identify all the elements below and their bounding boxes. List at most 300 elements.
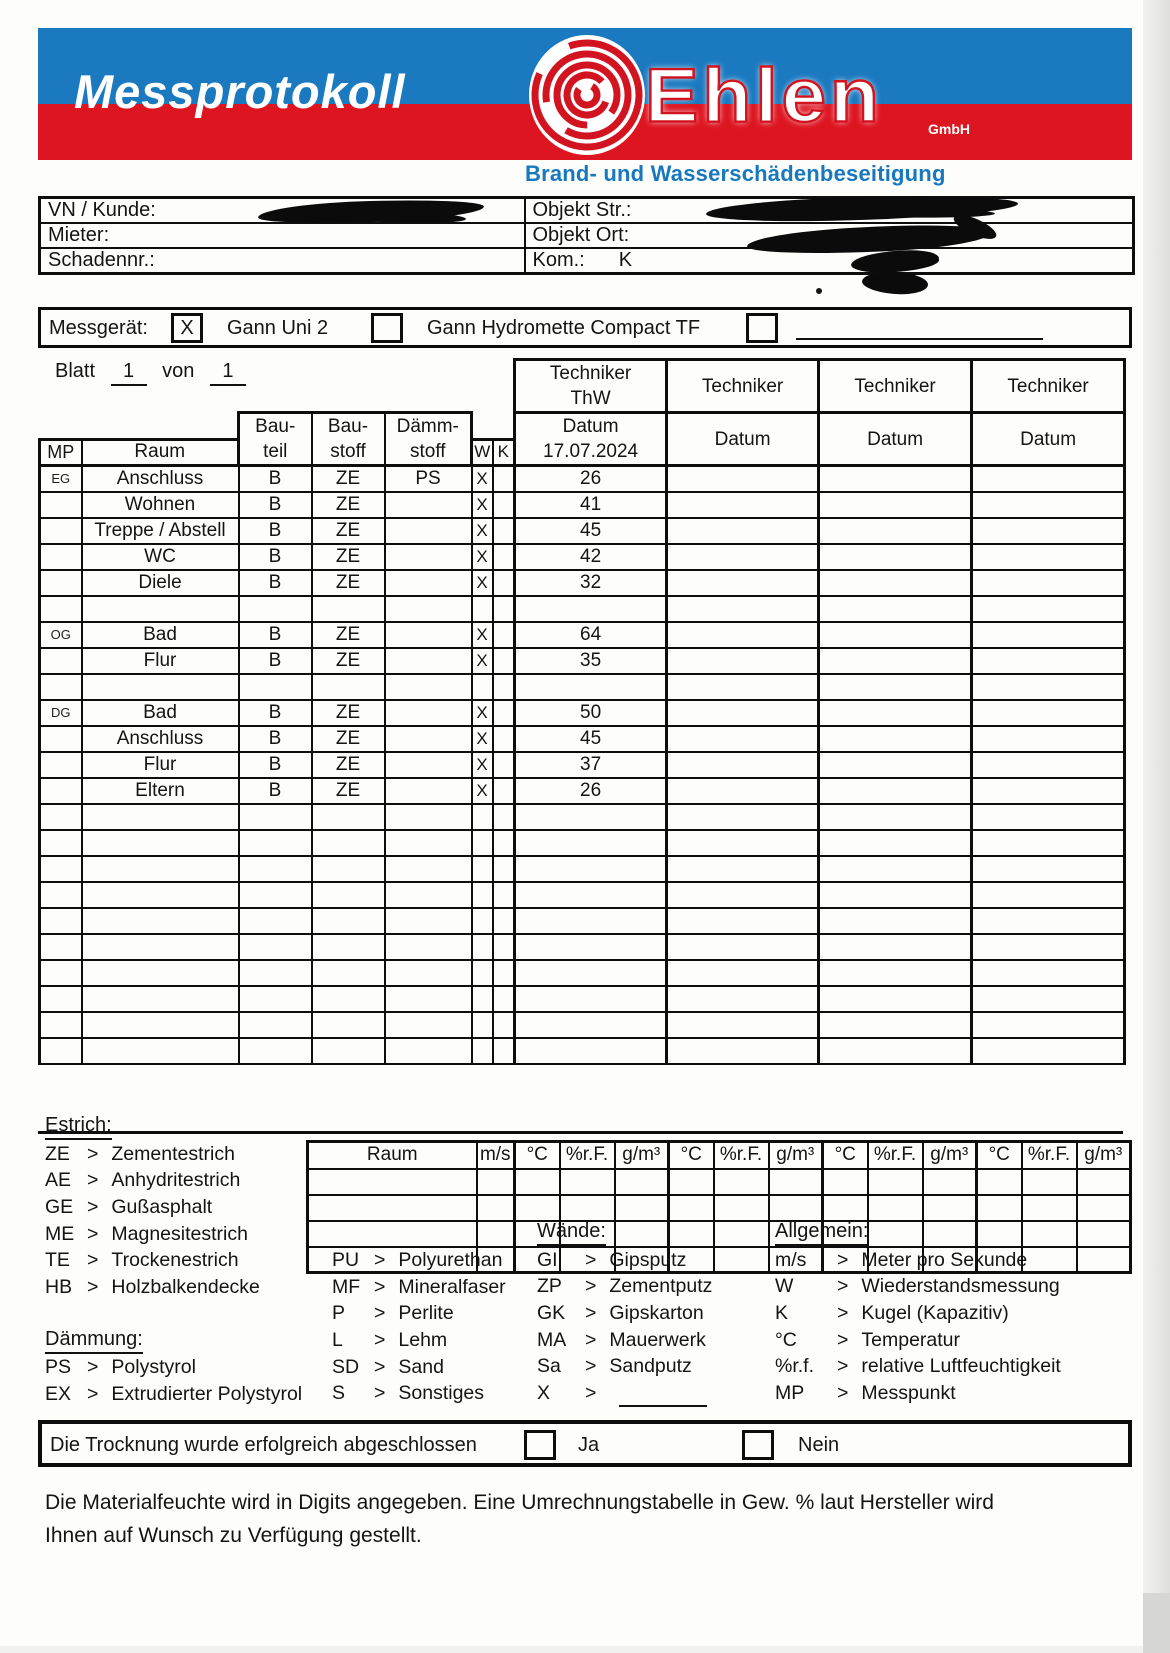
legend-allgemein — [775, 1220, 1061, 1407]
w-cell: X — [472, 752, 493, 778]
legend-name: Sonstiges — [398, 1382, 485, 1405]
daemmstoff-cell — [385, 570, 472, 596]
value-cell-t1 — [515, 908, 667, 934]
daemmstoff-cell — [385, 1038, 472, 1064]
legend-name: relative Luftfeuchtigkeit — [861, 1355, 1061, 1378]
bauteil-cell — [239, 830, 312, 856]
header-banner — [38, 28, 1132, 160]
sheet-page-number: 1 — [111, 360, 147, 386]
sub-raum-header: Raum — [308, 1142, 477, 1169]
raum-cell — [82, 856, 239, 882]
bauteil-cell — [239, 1038, 312, 1064]
value-cell-t3 — [819, 648, 972, 674]
daemmstoff-cell — [385, 804, 472, 830]
measurement-row — [40, 934, 1125, 960]
legend-name: Zementputz — [609, 1275, 713, 1298]
value-cell-t4 — [972, 622, 1125, 648]
legend-separator: > — [374, 1382, 386, 1405]
value-cell-t3 — [819, 492, 972, 518]
w-cell: X — [472, 622, 493, 648]
w-cell — [472, 596, 493, 622]
value-cell-t1: 45 — [515, 726, 667, 752]
mp-cell — [40, 544, 82, 570]
value-cell-t2 — [667, 726, 819, 752]
baustoff-cell: ZE — [312, 492, 385, 518]
mp-cell — [40, 570, 82, 596]
baustoff-cell: ZE — [312, 648, 385, 674]
daemmstoff-cell — [385, 934, 472, 960]
bauteil-cell: B — [239, 648, 312, 674]
mp-cell — [40, 830, 82, 856]
mp-cell — [40, 778, 82, 804]
w-cell: X — [472, 726, 493, 752]
value-cell-t2 — [667, 570, 819, 596]
baustoff-cell — [312, 856, 385, 882]
sub-gm3-header: g/m³ — [1077, 1142, 1131, 1169]
value-cell-t1 — [515, 830, 667, 856]
bauteil-cell — [239, 674, 312, 700]
field-label: Objekt Str.: — [532, 199, 632, 221]
value-cell-t3 — [819, 960, 972, 986]
value-cell-t2 — [667, 492, 819, 518]
legend-code: TE — [45, 1249, 70, 1272]
measurement-row — [40, 986, 1125, 1012]
legend-name: Messpunkt — [861, 1381, 956, 1404]
value-cell-t2 — [667, 648, 819, 674]
k-cell — [493, 518, 515, 544]
mp-cell — [40, 986, 82, 1012]
mp-cell: OG — [40, 622, 82, 648]
value-cell-t1: 37 — [515, 752, 667, 778]
legend-name: Kugel (Kapazitiv) — [861, 1301, 1009, 1324]
baustoff-cell: ZE — [312, 570, 385, 596]
raum-cell — [82, 1038, 239, 1064]
footer-line-2: Ihnen auf Wunsch zu Verfügung gestellt. — [45, 1524, 422, 1547]
legend-code: HB — [45, 1275, 73, 1298]
raum-cell: Wohnen — [82, 492, 239, 518]
daemmstoff-cell — [385, 674, 472, 700]
bauteil-cell: B — [239, 700, 312, 726]
legend-item — [45, 1354, 302, 1381]
baustoff-cell — [312, 804, 385, 830]
legend-name: Perlite — [398, 1302, 454, 1325]
value-cell-t1: 41 — [515, 492, 667, 518]
raum-cell — [82, 960, 239, 986]
legend-code: MP — [775, 1381, 805, 1404]
datum-header-3: Datum — [819, 413, 972, 466]
value-cell-t4 — [972, 674, 1125, 700]
baustoff-cell — [312, 830, 385, 856]
mp-cell — [40, 674, 82, 700]
value-cell-t2 — [667, 934, 819, 960]
legend-code: ZP — [537, 1275, 562, 1298]
value-cell-t3 — [819, 830, 972, 856]
value-cell-t2 — [667, 1012, 819, 1038]
baustoff-cell: ZE — [312, 752, 385, 778]
bauteil-cell: B — [239, 752, 312, 778]
legend-code: GE — [45, 1195, 74, 1218]
legend-item — [537, 1273, 712, 1300]
ink-dot — [816, 288, 822, 294]
w-cell: X — [472, 570, 493, 596]
value-cell-t1 — [515, 804, 667, 830]
baustoff-cell — [312, 908, 385, 934]
legend-item — [45, 1274, 302, 1301]
legend-heading-daemmung: Dämmung: — [45, 1328, 302, 1355]
value-cell-t3 — [819, 700, 972, 726]
legend-separator: > — [585, 1248, 597, 1271]
techniker-header-3: Techniker — [819, 360, 972, 413]
k-cell — [493, 752, 515, 778]
raum-cell — [82, 596, 239, 622]
raum-cell — [82, 830, 239, 856]
value-cell-t4 — [972, 752, 1125, 778]
value-cell-t2 — [667, 622, 819, 648]
bauteil-cell — [239, 934, 312, 960]
value-cell-t3 — [819, 466, 972, 492]
mp-cell — [40, 856, 82, 882]
legend-item — [537, 1247, 712, 1274]
mp-cell: DG — [40, 700, 82, 726]
k-cell — [493, 830, 515, 856]
k-cell — [493, 986, 515, 1012]
daemmstoff-cell — [385, 700, 472, 726]
von-label: von — [162, 360, 195, 382]
k-cell — [493, 960, 515, 986]
value-cell-t3 — [819, 804, 972, 830]
value-cell-t3 — [819, 596, 972, 622]
value-cell-t3 — [819, 986, 972, 1012]
raum-cell: Diele — [82, 570, 239, 596]
k-cell — [493, 674, 515, 700]
value-cell-t2 — [667, 960, 819, 986]
legend-code: ZE — [45, 1142, 70, 1165]
bauteil-cell: B — [239, 492, 312, 518]
daemmstoff-cell — [385, 830, 472, 856]
legend-code: K — [775, 1301, 789, 1324]
value-cell-t4 — [972, 934, 1125, 960]
legend-code: %r.f. — [775, 1355, 815, 1378]
sub-c-header: °C — [977, 1142, 1022, 1169]
field-label: Schadennr.: — [48, 249, 155, 271]
legend-item — [332, 1274, 506, 1301]
bauteil-cell — [239, 882, 312, 908]
legend-name: Trockenestrich — [111, 1249, 239, 1272]
measurement-row — [40, 518, 1125, 544]
legend-separator: > — [374, 1275, 386, 1298]
legend-item — [332, 1247, 506, 1274]
k-cell — [493, 648, 515, 674]
value-cell-t1: 64 — [515, 622, 667, 648]
measurement-row — [40, 466, 1125, 492]
baustoff-cell: ZE — [312, 726, 385, 752]
value-cell-t3 — [819, 1038, 972, 1064]
sub-gm3-header: g/m³ — [923, 1142, 977, 1169]
legend-code: MA — [537, 1328, 567, 1351]
value-cell-t1 — [515, 1012, 667, 1038]
daemmstoff-cell — [385, 492, 472, 518]
k-cell — [493, 570, 515, 596]
climate-row — [308, 1195, 1131, 1221]
legend-estrich — [45, 1114, 302, 1408]
value-cell-t1: 45 — [515, 518, 667, 544]
k-cell — [493, 1012, 515, 1038]
legend-code: SD — [332, 1355, 360, 1378]
checkbox-ja — [524, 1430, 556, 1460]
legend-separator: > — [87, 1382, 99, 1405]
raum-cell: Bad — [82, 622, 239, 648]
w-cell: X — [472, 544, 493, 570]
legend-heading-allgemein: Allgemein: — [775, 1220, 1061, 1247]
raum-cell: Flur — [82, 648, 239, 674]
raum-cell: WC — [82, 544, 239, 570]
value-cell-t1 — [515, 986, 667, 1012]
legend-name: Sand — [398, 1355, 444, 1378]
daemmstoff-cell — [385, 518, 472, 544]
legend-heading-estrich: Estrich: — [45, 1114, 302, 1141]
baustoff-cell — [312, 674, 385, 700]
legend-code: Sa — [537, 1355, 561, 1378]
value-cell-t4 — [972, 908, 1125, 934]
measurement-row — [40, 882, 1125, 908]
value-cell-t2 — [667, 856, 819, 882]
sub-c-header: °C — [669, 1142, 714, 1169]
value-cell-t1: 32 — [515, 570, 667, 596]
k-header: K — [493, 439, 515, 466]
legend-item — [45, 1194, 302, 1221]
climate-row — [308, 1169, 1131, 1195]
techniker-header-4: Techniker — [972, 360, 1125, 413]
legend-x-blank-line — [619, 1387, 707, 1407]
value-cell-t1: 50 — [515, 700, 667, 726]
value-cell-t4 — [972, 570, 1125, 596]
value-cell-t4 — [972, 466, 1125, 492]
bauteil-header: Bau- teil — [239, 413, 312, 466]
raum-cell — [82, 908, 239, 934]
bauteil-cell: B — [239, 622, 312, 648]
mp-cell — [40, 752, 82, 778]
w-cell — [472, 934, 493, 960]
sub-ms-header: m/s — [477, 1142, 515, 1169]
k-cell — [493, 934, 515, 960]
bauteil-cell: B — [239, 778, 312, 804]
field-schadennr — [40, 248, 525, 274]
w-cell — [472, 1038, 493, 1064]
daemmstoff-cell — [385, 726, 472, 752]
checkbox-other-device — [746, 313, 778, 343]
sub-c-header: °C — [823, 1142, 868, 1169]
brand-wordmark: Ehlen — [645, 53, 883, 138]
legend-code: W — [775, 1275, 794, 1298]
legend-heading-waende: Wände: — [537, 1220, 712, 1247]
legend-code: °C — [775, 1328, 797, 1351]
value-cell-t4 — [972, 986, 1125, 1012]
value-cell-t4 — [972, 960, 1125, 986]
measurement-row — [40, 700, 1125, 726]
sub-gm3-header: g/m³ — [769, 1142, 823, 1169]
raum-cell — [82, 986, 239, 1012]
ja-label: Ja — [578, 1434, 600, 1456]
legend-code: ME — [45, 1222, 75, 1245]
legend-item — [775, 1273, 1061, 1300]
mp-cell — [40, 934, 82, 960]
brand-suffix: GmbH — [928, 121, 970, 137]
measurement-row — [40, 1038, 1125, 1064]
value-cell-t1 — [515, 856, 667, 882]
bauteil-cell — [239, 960, 312, 986]
scan-edge-bottom — [0, 1646, 1170, 1653]
w-cell — [472, 830, 493, 856]
w-cell — [472, 908, 493, 934]
value-cell-t3 — [819, 518, 972, 544]
value-cell-t3 — [819, 908, 972, 934]
bauteil-cell — [239, 596, 312, 622]
legend-name: Anhydritestrich — [111, 1169, 241, 1192]
value-cell-t3 — [819, 934, 972, 960]
messgeraet-label: Messgerät: — [49, 317, 148, 339]
legend-code: PU — [332, 1248, 360, 1271]
scan-edge-corner — [1143, 1593, 1170, 1653]
baustoff-cell — [312, 986, 385, 1012]
value-cell-t3 — [819, 726, 972, 752]
checkbox-nein — [742, 1430, 774, 1460]
legend-separator: > — [87, 1356, 99, 1379]
legend-separator: > — [374, 1328, 386, 1351]
measurement-row — [40, 674, 1125, 700]
value-cell-t2 — [667, 674, 819, 700]
k-cell — [493, 726, 515, 752]
legend-name: Zementestrich — [111, 1142, 235, 1165]
legend-separator: > — [585, 1355, 597, 1378]
bauteil-cell: B — [239, 570, 312, 596]
legend-item — [775, 1247, 1061, 1274]
raum-cell — [82, 934, 239, 960]
baustoff-cell — [312, 960, 385, 986]
legend-separator: > — [87, 1169, 99, 1192]
legend-item — [45, 1247, 302, 1274]
nein-label: Nein — [798, 1434, 840, 1456]
sub-rf-header: %r.F. — [560, 1142, 615, 1169]
value-cell-t1: 26 — [515, 466, 667, 492]
legend-name: Temperatur — [861, 1328, 961, 1351]
legend-separator: > — [585, 1301, 597, 1324]
raum-cell: Eltern — [82, 778, 239, 804]
value-cell-t2 — [667, 778, 819, 804]
blatt-label: Blatt — [55, 360, 96, 382]
value-cell-t4 — [972, 856, 1125, 882]
value-cell-t2 — [667, 518, 819, 544]
baustoff-cell — [312, 1038, 385, 1064]
value-cell-t3 — [819, 856, 972, 882]
w-cell — [472, 804, 493, 830]
k-cell — [493, 804, 515, 830]
measurement-row — [40, 622, 1125, 648]
value-cell-t2 — [667, 700, 819, 726]
raum-cell — [82, 882, 239, 908]
mp-cell — [40, 960, 82, 986]
value-cell-t2 — [667, 830, 819, 856]
mp-cell — [40, 804, 82, 830]
legend-code: EX — [45, 1382, 72, 1405]
legend-item — [45, 1381, 302, 1408]
other-device-blank-line — [796, 338, 1043, 340]
datum-header-1: Datum 17.07.2024 — [515, 413, 667, 466]
mp-cell — [40, 882, 82, 908]
field-kom-value: K — [618, 249, 633, 271]
w-cell — [472, 1012, 493, 1038]
legend-item — [332, 1300, 506, 1327]
w-cell: X — [472, 700, 493, 726]
value-cell-t3 — [819, 570, 972, 596]
messgeraet-box — [38, 307, 1132, 348]
raum-cell: Flur — [82, 752, 239, 778]
bauteil-cell — [239, 1012, 312, 1038]
value-cell-t3 — [819, 622, 972, 648]
legend-separator: > — [837, 1248, 849, 1271]
legend-code: PS — [45, 1356, 72, 1379]
baustoff-cell: ZE — [312, 466, 385, 492]
bauteil-cell — [239, 908, 312, 934]
baustoff-cell — [312, 1012, 385, 1038]
w-cell: X — [472, 466, 493, 492]
baustoff-cell: ZE — [312, 622, 385, 648]
techniker-header-1: Techniker ThW — [515, 360, 667, 413]
daemmstoff-cell — [385, 752, 472, 778]
sub-gm3-header: g/m³ — [615, 1142, 669, 1169]
legend-code: P — [332, 1302, 346, 1325]
legend-name: Mineralfaser — [398, 1275, 506, 1298]
legend-separator: > — [374, 1302, 386, 1325]
daemmstoff-cell — [385, 908, 472, 934]
legend-item — [45, 1141, 302, 1168]
daemmstoff-cell — [385, 648, 472, 674]
legend-separator: > — [374, 1355, 386, 1378]
value-cell-t1 — [515, 674, 667, 700]
techniker-header-2: Techniker — [667, 360, 819, 413]
w-cell — [472, 986, 493, 1012]
value-cell-t1: 35 — [515, 648, 667, 674]
k-cell — [493, 778, 515, 804]
daemmstoff-cell — [385, 622, 472, 648]
measurement-row — [40, 596, 1125, 622]
legend-name: Gußasphalt — [111, 1195, 213, 1218]
value-cell-t1 — [515, 934, 667, 960]
legend-separator: > — [837, 1381, 849, 1404]
value-cell-t2 — [667, 804, 819, 830]
daemmstoff-cell — [385, 986, 472, 1012]
value-cell-t1 — [515, 1038, 667, 1064]
measurement-row — [40, 778, 1125, 804]
messgeraet-option-1-label: Gann Uni 2 — [227, 317, 329, 339]
baustoff-cell — [312, 934, 385, 960]
k-cell — [493, 596, 515, 622]
sub-c-header: °C — [515, 1142, 560, 1169]
value-cell-t4 — [972, 1012, 1125, 1038]
legend-item — [45, 1221, 302, 1248]
value-cell-t3 — [819, 544, 972, 570]
k-cell — [493, 908, 515, 934]
measurement-row — [40, 648, 1125, 674]
mp-cell — [40, 908, 82, 934]
value-cell-t4 — [972, 700, 1125, 726]
w-cell: X — [472, 648, 493, 674]
daemmstoff-cell — [385, 882, 472, 908]
k-cell — [493, 700, 515, 726]
baustoff-cell — [312, 882, 385, 908]
value-cell-t2 — [667, 908, 819, 934]
bauteil-cell — [239, 986, 312, 1012]
legend-item — [775, 1300, 1061, 1327]
